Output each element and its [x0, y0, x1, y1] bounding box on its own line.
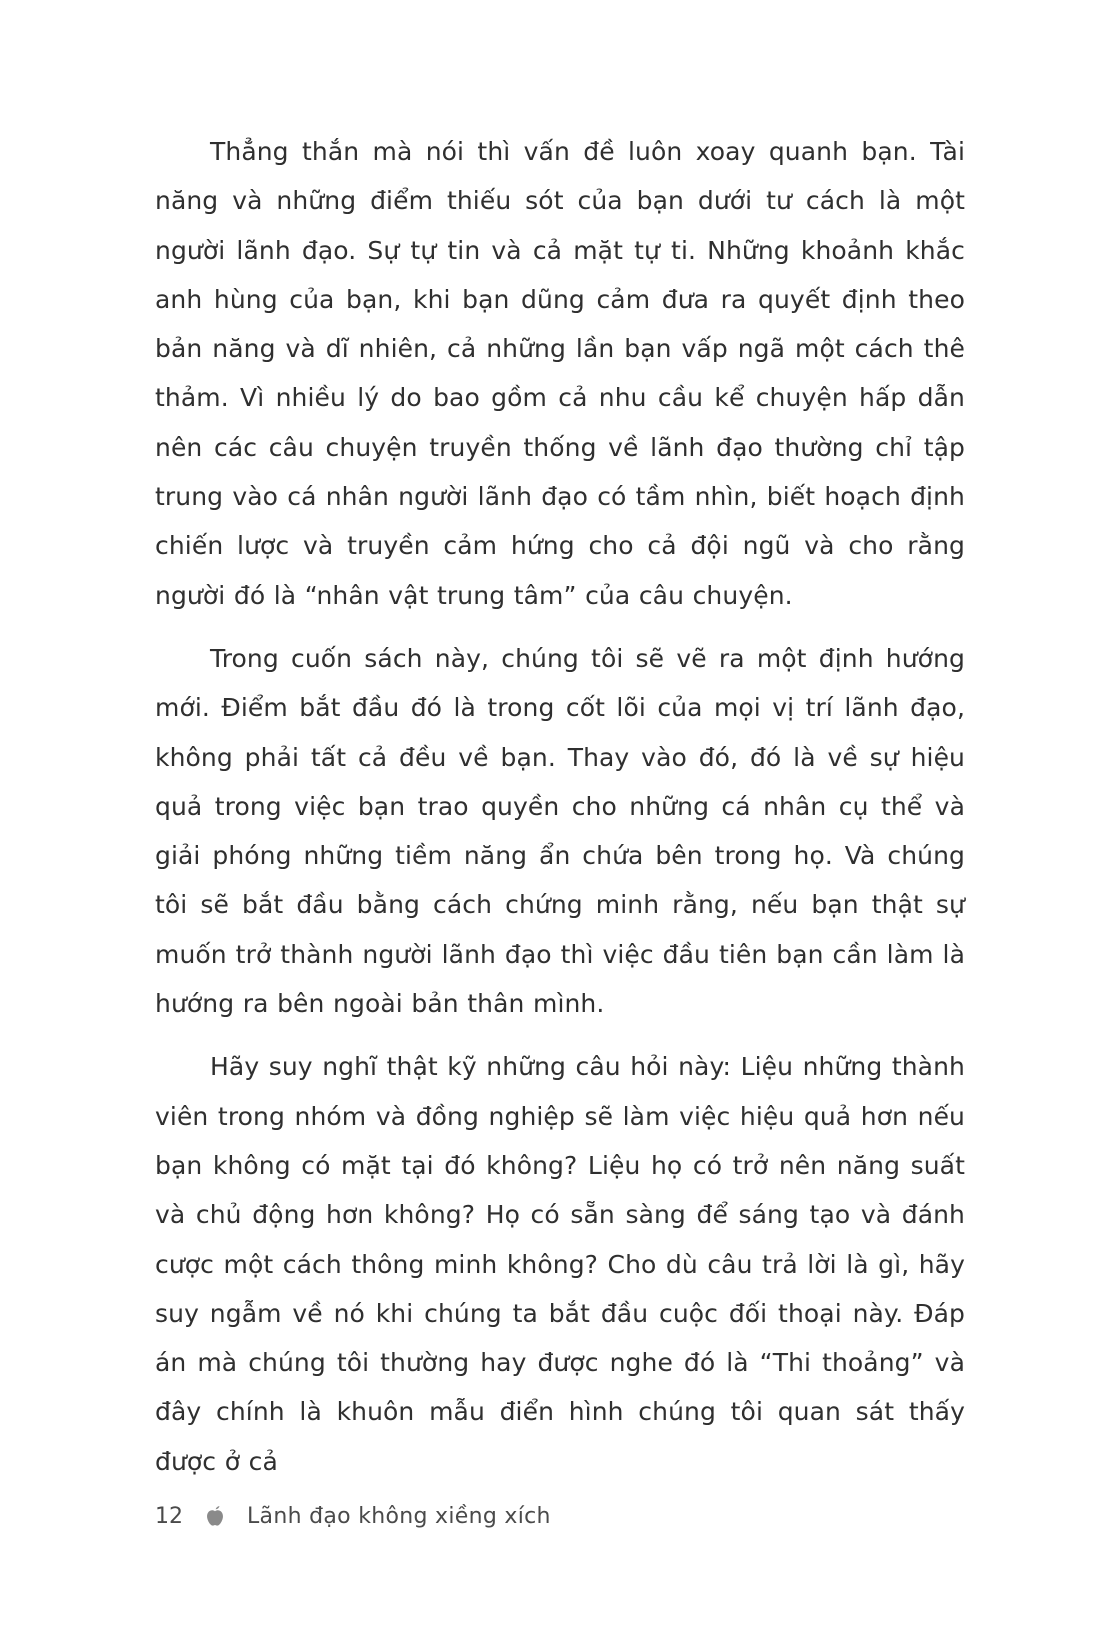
apple-icon — [205, 1505, 225, 1527]
book-title: Lãnh đạo không xiềng xích — [247, 1503, 551, 1529]
paragraph-3: Hãy suy nghĩ thật kỹ những câu hỏi này: Liệu những thành viên trong nhóm và đồng nghiệp sẽ làm việc hiệu quả hơn nếu bạn không có mặt tại đó không? Liệu họ có trở nên năng suất và chủ động hơn không? Họ có sẵn sàng để sáng tạo và đánh cược một cách thông minh không? Cho dù câu trả lời là gì, hãy suy ngẫm về nó khi chúng ta bắt đầu cuộc đối thoại này. Đáp án mà chúng tôi thường hay được nghe đó là “Thi thoảng” và đây chính là khuôn mẫu điển hình chúng tôi quan sát thấy được ở cả — [155, 1052, 965, 1476]
body-text — [155, 127, 965, 1500]
paragraph-2: Trong cuốn sách này, chúng tôi sẽ vẽ ra một định hướng mới. Điểm bắt đầu đó là trong cốt lõi của mọi vị trí lãnh đạo, không phải tất cả đều về bạn. Thay vào đó, đó là về sự hiệu quả trong việc bạn trao quyền cho những cá nhân cụ thể và giải phóng những tiềm năng ẩn chứa bên trong họ. Và chúng tôi sẽ bắt đầu bằng cách chứng minh rằng, nếu bạn thật sự muốn trở thành người lãnh đạo thì việc đầu tiên bạn cần làm là hướng ra bên ngoài bản thân mình. — [155, 643, 965, 1019]
paragraph-1: Thẳng thắn mà nói thì vấn đề luôn xoay quanh bạn. Tài năng và những điểm thiếu sót của bạn dưới tư cách là một người lãnh đạo. Sự tự tin và cả mặt tự ti. Những khoảnh khắc anh hùng của bạn, khi bạn dũng cảm đưa ra quyết định theo bản năng và dĩ nhiên, cả những lần bạn vấp ngã một cách thê thảm. Vì nhiều lý do bao gồm cả nhu cầu kể chuyện hấp dẫn nên các câu chuyện truyền thống về lãnh đạo thường chỉ tập trung vào cá nhân người lãnh đạo có tầm nhìn, biết hoạch định chiến lược và truyền cảm hứng cho cả đội ngũ và cho rằng người đó là “nhân vật trung tâm” của câu chuyện. — [155, 137, 965, 610]
page-footer — [155, 1500, 551, 1532]
page-number: 12 — [155, 1503, 183, 1529]
